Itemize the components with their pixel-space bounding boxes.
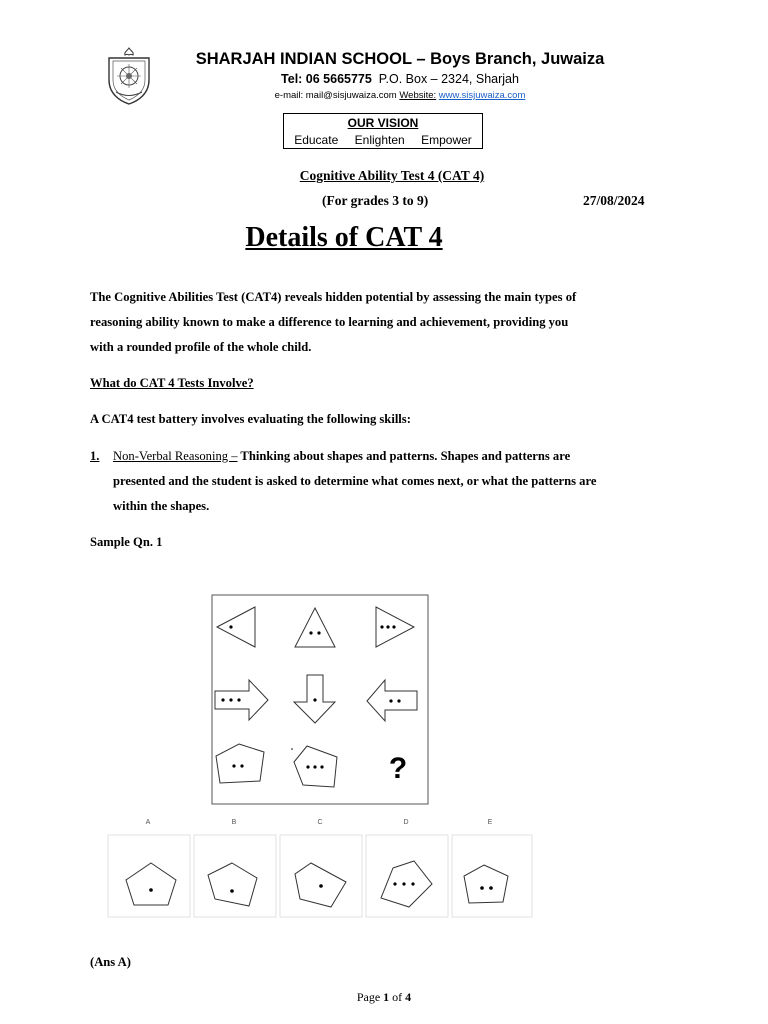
list-number: 1. xyxy=(90,449,100,463)
answer-text: (Ans A) xyxy=(90,955,131,969)
question-mark: ? xyxy=(388,752,408,785)
page-total: 4 xyxy=(405,990,412,1004)
option-label-e: E xyxy=(487,819,493,826)
option-b-pentagon-one-dot[interactable] xyxy=(194,835,276,917)
option-label-b: B xyxy=(231,819,237,826)
vision-word-enlighten: Enlighten xyxy=(354,133,405,147)
telephone: Tel: 06 5665775 xyxy=(281,72,372,86)
vision-box xyxy=(283,113,483,149)
vision-word-educate: Educate xyxy=(294,133,339,147)
sample-label: Sample Qn. 1 xyxy=(90,535,163,549)
section-heading: What do CAT 4 Tests Involve? xyxy=(90,376,254,390)
option-label-a: A xyxy=(145,819,151,826)
intro-paragraph: The Cognitive Abilities Test (CAT4) reveals hidden potential by assessing the main types of reasoning ability known to make a difference to learning and achievement, providing you with a rounded profile of the whole child. xyxy=(90,290,577,354)
option-c-pentagon-one-dot[interactable] xyxy=(280,835,362,917)
answer-options xyxy=(106,814,534,920)
pattern-puzzle-grid xyxy=(210,594,430,806)
battery-text: A CAT4 test battery involves evaluating the following skills: xyxy=(90,412,411,426)
school-name: SHARJAH INDIAN SCHOOL – Boys Branch, Juwaiza xyxy=(195,50,605,68)
test-title: Cognitive Ability Test 4 (CAT 4) xyxy=(299,168,485,183)
option-e-pentagon-two-dots[interactable] xyxy=(452,835,532,917)
email-website-line xyxy=(170,90,630,101)
option-a-pentagon-one-dot[interactable] xyxy=(108,835,190,917)
school-crest-logo xyxy=(104,46,154,106)
page-footer xyxy=(0,990,768,1005)
website-link[interactable]: www.sisjuwaiza.com xyxy=(438,90,526,101)
po-box: P.O. Box – 2324, Sharjah xyxy=(378,72,519,86)
website-label: Website: xyxy=(399,90,437,101)
page-word: Page xyxy=(356,990,381,1004)
option-d-pentagon-three-dots[interactable] xyxy=(366,835,448,917)
vision-title: OUR VISION xyxy=(347,116,419,130)
nonverbal-heading: Non-Verbal Reasoning – xyxy=(113,449,238,463)
page-current: 1 xyxy=(383,990,390,1004)
of-word: of xyxy=(392,990,403,1004)
vision-words xyxy=(284,133,482,147)
list-item-nonverbal xyxy=(113,444,598,519)
test-date: 27/08/2024 xyxy=(583,193,645,208)
contact-line xyxy=(170,72,630,86)
email-address: e-mail: mail@sisjuwaiza.com xyxy=(274,90,397,101)
option-label-c: C xyxy=(317,819,323,826)
document-title: Details of CAT 4 xyxy=(245,222,443,253)
test-grades: (For grades 3 to 9) xyxy=(322,193,429,208)
option-label-d: D xyxy=(403,819,409,826)
nonverbal-text: Thinking about shapes and patterns. Shapes and patterns are presented and the student is asked to determine what comes next, or what the patterns are within the shapes. xyxy=(113,449,597,513)
vision-word-empower: Empower xyxy=(421,133,472,147)
